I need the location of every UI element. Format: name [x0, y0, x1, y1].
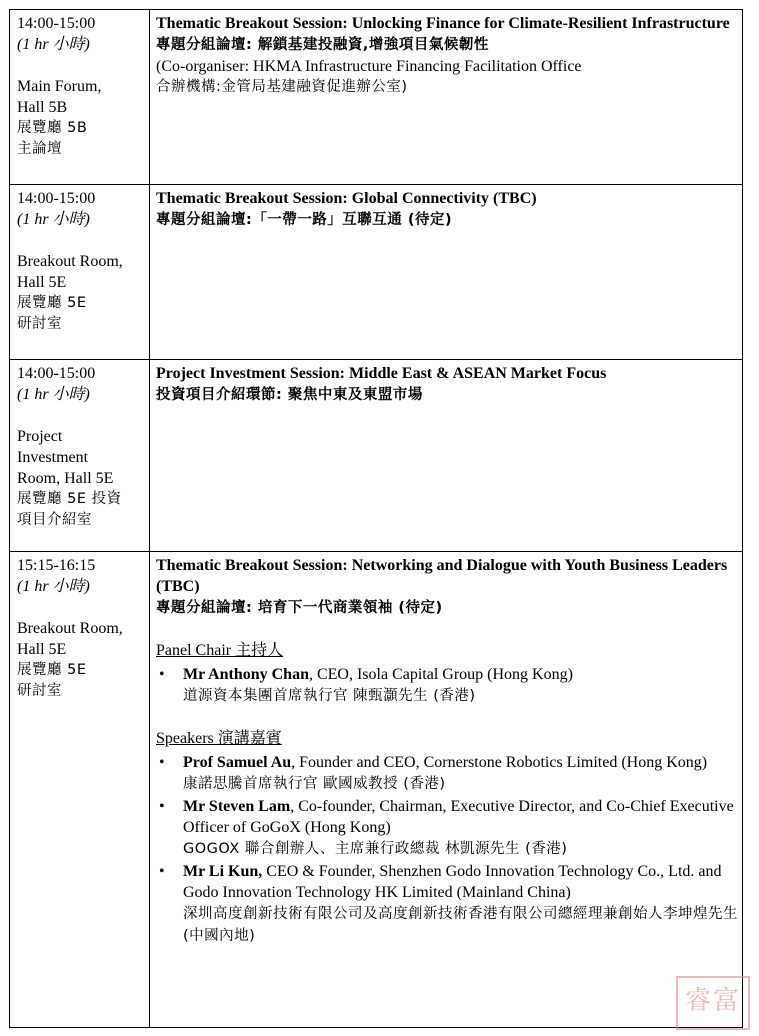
agenda-table — [9, 9, 743, 1028]
time-venue-cell — [10, 360, 150, 552]
session-topic-zh: 聚焦中東及東盟市場 — [282, 387, 423, 403]
venue-en-line: Hall 5B — [17, 99, 68, 116]
agenda-row — [10, 10, 743, 185]
venue-zh-line: 展覽廳 5E — [17, 295, 87, 311]
session-title-zh — [156, 384, 738, 406]
session-topic-zh: 解鎖基建投融資,增強項目氣候韌性 — [252, 37, 489, 53]
person-role: , Co-founder, Chairman, Executive Director, and Co-Chief Executive Officer of GoGoX (Hong Kong) — [183, 798, 734, 836]
venue-en-line: Investment — [17, 449, 89, 466]
person-role: , CEO, Isola Capital Group (Hong Kong) — [308, 666, 573, 683]
person-zh: 深圳高度創新技術有限公司及高度創新技術香港有限公司總經理兼創始人李坤煌先生 (中國內地) — [183, 906, 738, 944]
list-item — [183, 861, 738, 947]
session-title-zh — [156, 209, 738, 231]
session-topic-zh: 培育下一代商業領袖 (待定) — [252, 600, 443, 616]
venue-en-line: Project — [17, 428, 63, 445]
time-venue-cell — [10, 185, 150, 360]
person-zh: 康諾思騰首席執行官 歐國威教授 (香港) — [183, 776, 446, 792]
watermark-seal: 睿富 — [676, 976, 750, 1030]
venue-en-line: Main Forum, — [17, 78, 102, 95]
venue-zh-line: 展覽廳 5E 投資 — [17, 491, 122, 507]
venue-en-line: Hall 5E — [17, 274, 67, 291]
speakers-list — [156, 752, 738, 947]
list-item — [183, 796, 738, 860]
session-title-en: Thematic Breakout Session: Unlocking Finance for Climate-Resilient Infrastructure — [156, 15, 730, 32]
person-name: Mr Anthony Chan — [183, 666, 309, 683]
session-type-zh: 專題分組論壇: — [156, 37, 253, 53]
person-role: , Founder and CEO, Cornerstone Robotics Limited (Hong Kong) — [291, 754, 708, 771]
venue-zh-line: 展覽廳 5E — [17, 662, 87, 678]
person-name: Prof Samuel Au — [183, 754, 292, 771]
time-slot: 14:00-15:00 — [17, 365, 96, 382]
session-title-en: Project Investment Session: Middle East & ASEAN Market Focus — [156, 365, 607, 382]
venue-en-line: Breakout Room, — [17, 253, 123, 270]
session-cell — [150, 10, 743, 185]
co-organiser-zh: 合辦機構:金管局基建融資促進辦公室) — [156, 79, 408, 95]
time-slot: 15:15-16:15 — [17, 557, 96, 574]
session-type-zh: 專題分組論壇: — [156, 212, 253, 228]
venue-zh-line: 主論壇 — [17, 141, 62, 157]
session-title-en: Thematic Breakout Session: Networking and Dialogue with Youth Business Leaders (TBC) — [156, 557, 728, 595]
time-venue-cell — [10, 552, 150, 1028]
venue-zh-line: 研討室 — [17, 683, 62, 699]
agenda-row — [10, 360, 743, 552]
agenda-row — [10, 552, 743, 1028]
duration: (1 hr 小時) — [17, 36, 90, 53]
session-cell — [150, 360, 743, 552]
venue-zh-line: 展覽廳 5B — [17, 120, 88, 136]
agenda-row — [10, 185, 743, 360]
panel-chair-list — [156, 664, 738, 707]
co-organiser-en: (Co-organiser: HKMA Infrastructure Financing Facilitation Office — [156, 58, 582, 75]
time-venue-cell — [10, 10, 150, 185]
duration: (1 hr 小時) — [17, 386, 90, 403]
session-title-zh — [156, 34, 738, 56]
venue-en-line: Room, Hall 5E — [17, 470, 114, 487]
session-type-zh: 專題分組論壇: — [156, 600, 253, 616]
session-cell — [150, 552, 743, 1028]
venue-en-line: Breakout Room, — [17, 620, 123, 637]
venue-en-line: Hall 5E — [17, 641, 67, 658]
list-item — [183, 752, 738, 795]
list-item — [183, 664, 738, 707]
session-title-zh — [156, 597, 738, 619]
person-role: CEO & Founder, Shenzhen Godo Innovation Technology Co., Ltd. and Godo Innovation Technology HK Limited (Mainland China) — [183, 863, 722, 901]
duration: (1 hr 小時) — [17, 578, 90, 595]
speakers-heading: Speakers 演講嘉賓 — [156, 730, 282, 747]
venue-zh-line: 研討室 — [17, 316, 62, 332]
session-cell — [150, 185, 743, 360]
session-topic-zh: 「一帶一路」互聯互通 (待定) — [252, 212, 453, 228]
time-slot: 14:00-15:00 — [17, 15, 96, 32]
venue-zh-line: 項目介紹室 — [17, 512, 92, 528]
time-slot: 14:00-15:00 — [17, 190, 96, 207]
duration: (1 hr 小時) — [17, 211, 90, 228]
person-zh: GOGOX 聯合創辦人、主席兼行政總裁 林凱源先生 (香港) — [183, 841, 568, 857]
person-zh: 道源資本集團首席執行官 陳甄灝先生 (香港) — [183, 688, 476, 704]
session-title-en: Thematic Breakout Session: Global Connectivity (TBC) — [156, 190, 537, 207]
session-type-zh: 投資項目介紹環節: — [156, 387, 283, 403]
person-name: Mr Li Kun, — [183, 863, 263, 880]
panel-chair-heading: Panel Chair 主持人 — [156, 642, 284, 659]
person-name: Mr Steven Lam — [183, 798, 291, 815]
